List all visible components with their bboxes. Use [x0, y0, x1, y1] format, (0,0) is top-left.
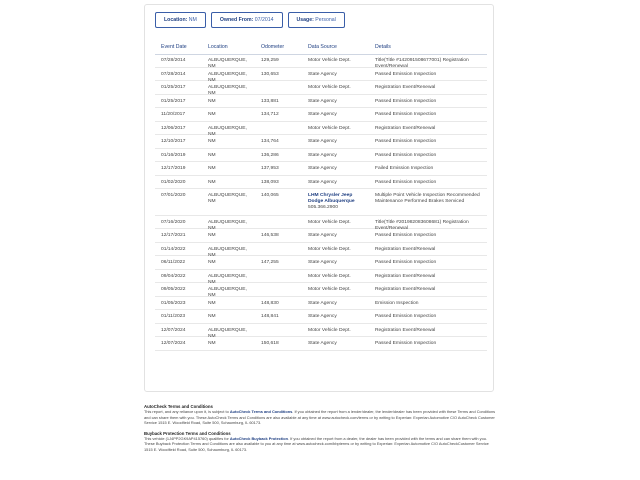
cell-odometer: 140,065 [261, 193, 279, 198]
cell-location: NM [208, 98, 216, 104]
cell-details: Passed Emission Inspection [375, 179, 437, 185]
cell-event-date: 01/11/2023 [161, 314, 186, 319]
table-row [155, 68, 487, 82]
cell-data-source: State Agency [308, 152, 337, 158]
cell-event-date: 09/05/2022 [161, 287, 186, 292]
cell-odometer: 147,255 [261, 260, 279, 265]
location-filter-value: NM [188, 17, 197, 23]
cell-location: ALBUQUERQUE, NM [208, 219, 247, 231]
cell-odometer: 150,618 [261, 341, 279, 346]
cell-location: NM [208, 314, 216, 319]
cell-details: Registration Event/Renewal [375, 273, 436, 279]
cell-details: Passed Emission Inspection [375, 71, 437, 77]
header-details: Details [375, 44, 391, 50]
location-filter-label: Location: [164, 17, 188, 23]
table-row [155, 256, 487, 270]
table-row [155, 176, 487, 190]
cell-odometer: 134,764 [261, 139, 279, 144]
cell-event-date: 01/05/2023 [161, 300, 186, 306]
cell-data-source: State Agency [308, 300, 337, 306]
table-row [155, 216, 487, 230]
cell-data-source: State Agency [308, 166, 337, 171]
cell-location: NM [208, 112, 216, 117]
cell-event-date: 01/25/2017 [161, 98, 186, 104]
cell-location: ALBUQUERQUE, NM [208, 71, 247, 83]
cell-event-date: 01/16/2019 [161, 152, 186, 158]
history-card [144, 4, 494, 392]
owned-from-filter[interactable] [211, 12, 283, 28]
terms-section [144, 404, 496, 457]
cell-event-date: 09/04/2022 [161, 273, 186, 279]
cell-details: Passed Emission Inspection [375, 233, 437, 238]
autocheck-terms-post: . If you obtained the report from a lender/dealer, the lender/dealer has been provided with these Terms and Conditions and can share them with you. These AutoCheck Terms and Conditions are also available at any time at www.autocheck.com/terms or by writing to Experian: Experian Automotive C/O AutoCheck Customer Service 1515 E. Woodfield Road, Suite 500, Schaumburg, IL 60173. [144, 409, 496, 426]
buyback-protection-link[interactable]: AutoCheck Buyback Protection [229, 436, 289, 442]
cell-data-source: Motor Vehicle Dept. [308, 219, 351, 225]
cell-location: NM [208, 152, 216, 158]
cell-odometer: 146,538 [261, 233, 279, 238]
cell-event-date: 12/06/2017 [161, 125, 186, 131]
cell-event-date: 01/14/2022 [161, 246, 186, 252]
cell-odometer: 133,881 [261, 98, 279, 104]
cell-event-date: 07/28/2014 [161, 71, 186, 77]
table-row [155, 81, 487, 95]
table-row [155, 337, 487, 351]
table-row [155, 135, 487, 149]
cell-details: Registration Event/Renewal [375, 287, 436, 292]
buyback-terms-pre: This vehicle (1J4PP2GK9AP415760) qualifies for [144, 436, 229, 442]
cell-details: Multiple Point Vehicle Inspection Recommended Maintenance Performed Brakes Serviced [375, 193, 480, 205]
cell-details: Passed Emission Inspection [375, 260, 437, 265]
table-row [155, 95, 487, 109]
history-table [155, 54, 487, 351]
usage-filter[interactable] [288, 12, 345, 28]
cell-location: ALBUQUERQUE, NM [208, 193, 247, 205]
table-row [155, 243, 487, 257]
table-row [155, 149, 487, 163]
cell-data-source: State Agency [308, 179, 337, 185]
cell-odometer: 129,259 [261, 58, 279, 63]
header-data-source: Data Source [308, 44, 337, 50]
cell-event-date: 07/28/2014 [161, 58, 186, 63]
cell-details: Registration Event/Renewal [375, 125, 436, 131]
cell-odometer: 136,286 [261, 152, 279, 158]
cell-data-source: State Agency [308, 260, 337, 265]
buyback-terms-post: . If you obtained the report from a dealer, the dealer has been provided with the terms and can share them with you. These Buyback Protection Terms and Conditions are also available to you at any time at www.autocheck.com/bbpterms or by writing to Experian: Experian Automotive C/O AutoCheckCustomer Service 1515 E. Woodfield Road, Suite 500, Schaumburg, IL 60173. [144, 436, 489, 452]
cell-event-date: 12/07/2024 [161, 327, 186, 333]
cell-location: ALBUQUERQUE, NM [208, 287, 247, 299]
buyback-terms-heading: Buyback Protection Terms and Conditions [144, 430, 231, 436]
autocheck-terms-text [144, 409, 496, 425]
dealer-phone: 505.366.2900 [308, 205, 338, 211]
cell-location: ALBUQUERQUE, NM [208, 273, 247, 285]
usage-filter-label: Usage: [296, 17, 314, 23]
table-row [155, 189, 487, 216]
cell-event-date: 01/25/2017 [161, 85, 186, 90]
cell-odometer: 137,953 [261, 166, 279, 171]
cell-data-source: Motor Vehicle Dept. [308, 273, 351, 279]
table-row [155, 162, 487, 176]
cell-event-date: 12/10/2017 [161, 139, 186, 144]
filter-pills [155, 12, 345, 28]
cell-event-date: 12/07/2024 [161, 341, 186, 346]
table-row [155, 270, 487, 284]
cell-data-source: Motor Vehicle Dept. [308, 125, 351, 131]
cell-odometer: 148,830 [261, 300, 279, 306]
cell-event-date: 11/20/2017 [161, 112, 186, 117]
cell-data-source: Motor Vehicle Dept. [308, 85, 351, 90]
table-row [155, 108, 487, 122]
cell-data-source: State Agency [308, 233, 337, 238]
cell-event-date: 12/17/2021 [161, 233, 186, 238]
cell-details: Passed Emission Inspection [375, 341, 437, 346]
cell-location: NM [208, 179, 216, 185]
cell-location: NM [208, 233, 216, 238]
autocheck-terms-link[interactable]: AutoCheck Terms and Conditions [229, 409, 293, 415]
cell-location: ALBUQUERQUE, NM [208, 246, 247, 258]
cell-data-source: State Agency [308, 314, 337, 319]
owned-from-label: Owned From: [219, 17, 254, 23]
cell-data-source: State Agency [308, 139, 337, 144]
cell-location: NM [208, 166, 216, 171]
cell-details: Passed Emission Inspection [375, 314, 437, 319]
cell-details: Title(Title #142091508677001) Registration Event/Renewal [375, 58, 469, 70]
cell-event-date: 07/01/2020 [161, 193, 186, 198]
cell-details: Passed Emission Inspection [375, 98, 437, 104]
cell-odometer: 134,712 [261, 112, 279, 117]
cell-details: Passed Emission Inspection [375, 152, 437, 158]
cell-data-source: Motor Vehicle Dept. [308, 246, 351, 252]
autocheck-terms-heading: AutoCheck Terms and Conditions [144, 404, 213, 409]
table-row [155, 122, 487, 136]
header-odometer: Odometer [261, 44, 285, 50]
cell-event-date: 06/11/2022 [161, 260, 186, 265]
cell-data-source [308, 193, 368, 212]
cell-details: Emission Inspection [375, 300, 419, 306]
cell-data-source: Motor Vehicle Dept. [308, 58, 351, 63]
cell-data-source: State Agency [308, 98, 337, 104]
table-row [155, 229, 487, 243]
cell-location: ALBUQUERQUE, NM [208, 327, 247, 339]
table-header [155, 39, 487, 55]
cell-location: NM [208, 260, 216, 265]
cell-details: Registration Event/Renewal [375, 85, 436, 90]
location-filter[interactable] [155, 12, 206, 28]
cell-data-source: Motor Vehicle Dept. [308, 287, 351, 292]
table-row [155, 297, 487, 311]
cell-event-date: 12/17/2019 [161, 166, 186, 171]
cell-data-source: State Agency [308, 71, 337, 77]
dealer-name-link[interactable]: LHM Chrysler Jeep Dodge Albuquerque [308, 193, 355, 205]
cell-location: ALBUQUERQUE, NM [208, 125, 247, 137]
cell-data-source: Motor Vehicle Dept. [308, 327, 351, 333]
table-row [155, 310, 487, 324]
cell-location: ALBUQUERQUE, NM [208, 58, 247, 70]
cell-data-source: State Agency [308, 341, 337, 346]
cell-location: ALBUQUERQUE, NM [208, 85, 247, 97]
autocheck-terms-pre: This report, and any reliance upon it, is subject to [144, 409, 229, 415]
cell-location: NM [208, 300, 216, 306]
table-row [155, 324, 487, 338]
cell-odometer: 138,093 [261, 179, 279, 185]
cell-event-date: 07/16/2020 [161, 219, 186, 225]
cell-details: Registration Event/Renewal [375, 327, 436, 333]
cell-odometer: 148,841 [261, 314, 279, 319]
owned-from-value: 07/2014 [254, 17, 274, 23]
table-row [155, 54, 487, 68]
cell-odometer: 130,653 [261, 71, 279, 77]
table-row [155, 283, 487, 297]
cell-location: NM [208, 139, 216, 144]
cell-event-date: 01/02/2020 [161, 179, 186, 185]
cell-details: Title(Title #201982083608681) Registration Event/Renewal [375, 219, 469, 231]
usage-filter-value: Personal [315, 17, 336, 23]
cell-details: Registration Event/Renewal [375, 246, 436, 252]
header-event-date: Event Date [161, 44, 187, 50]
cell-location: NM [208, 341, 216, 346]
cell-details: Passed Emission Inspection [375, 139, 437, 144]
header-location: Location [208, 44, 228, 50]
cell-details: Passed Emission Inspection [375, 112, 437, 117]
cell-data-source: State Agency [308, 112, 337, 117]
buyback-terms-text [144, 436, 496, 452]
cell-details: Failed Emission Inspection [375, 166, 434, 171]
